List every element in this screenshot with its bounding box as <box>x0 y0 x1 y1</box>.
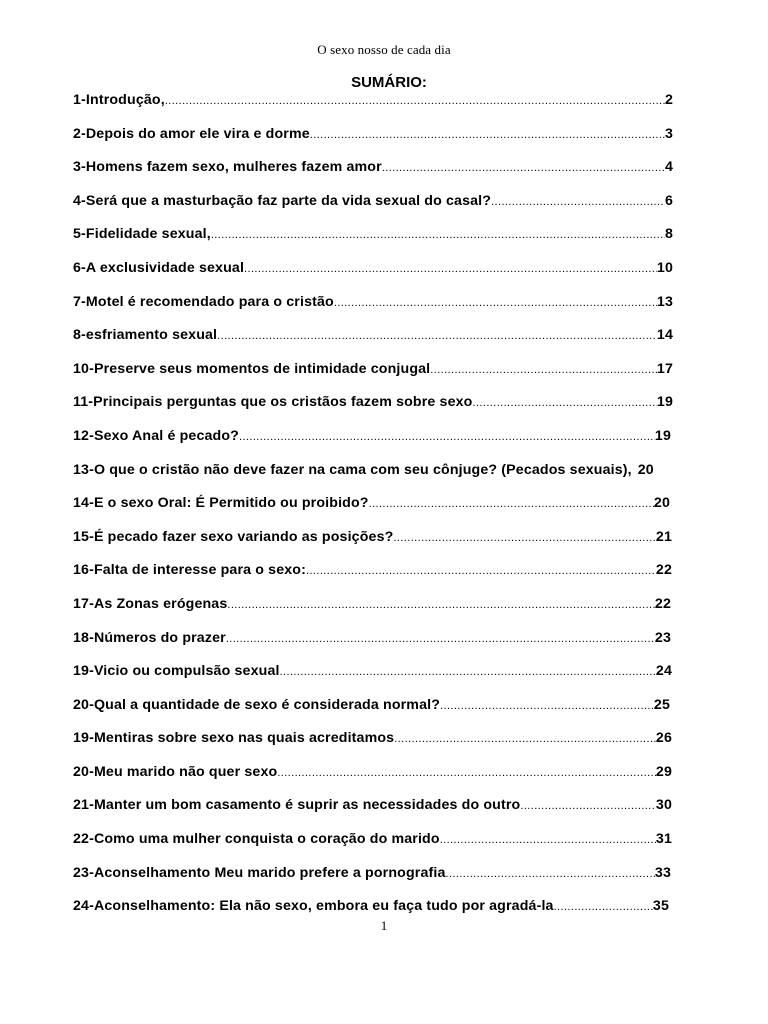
toc-entry-page: 24 <box>655 663 672 680</box>
toc-dot-leader <box>554 897 653 917</box>
toc-entry-page: 22 <box>655 562 672 579</box>
toc-dot-leader <box>226 629 655 649</box>
toc-dot-leader <box>244 259 657 279</box>
toc-entry-page: 3 <box>664 125 673 142</box>
toc-entry-page: 29 <box>655 763 672 780</box>
toc-dot-leader <box>306 561 656 581</box>
toc-entry-page: 19 <box>656 394 673 411</box>
toc-entry[interactable] <box>73 594 671 628</box>
toc-entry-label: 11-Principais perguntas que os cristãos fazem sobre sexo <box>73 394 473 411</box>
toc-dot-leader <box>430 360 657 380</box>
toc-entry-label: 15-É pecado fazer sexo variando as posições? <box>73 528 394 545</box>
toc-entry[interactable] <box>73 292 673 326</box>
toc-dot-leader <box>165 91 665 111</box>
toc-entry-page: 20 <box>653 495 670 512</box>
toc-dot-leader <box>394 729 656 749</box>
toc-entry[interactable] <box>73 728 672 762</box>
toc-entry-label: 2-Depois do amor ele vira e dorme <box>73 125 310 142</box>
toc-entry-label: 18-Números do prazer <box>73 629 226 646</box>
toc-dot-leader <box>382 158 665 178</box>
toc-entry-label: 8-esfriamento sexual <box>73 327 218 344</box>
toc-entry-page: 23 <box>654 629 671 646</box>
toc-entry[interactable] <box>73 90 673 124</box>
toc-dot-leader <box>277 763 656 783</box>
toc-entry[interactable] <box>73 762 672 796</box>
toc-entry-page: 20 <box>637 461 654 478</box>
toc-entry[interactable] <box>73 392 673 426</box>
toc-entry[interactable] <box>73 191 673 225</box>
toc-entry[interactable] <box>73 493 670 527</box>
toc-entry-label: 19-Vicio ou compulsão sexual <box>73 663 280 680</box>
toc-dot-leader <box>440 696 654 716</box>
toc-dot-leader <box>211 225 665 245</box>
table-of-contents <box>73 90 693 930</box>
toc-entry-label: 20-Meu marido não quer sexo <box>73 763 278 780</box>
toc-entry-page: 14 <box>656 327 673 344</box>
toc-entry-page: 25 <box>653 696 670 713</box>
toc-entry-page: 19 <box>654 427 671 444</box>
toc-entry[interactable] <box>73 157 673 191</box>
toc-dot-leader <box>393 528 655 548</box>
toc-entry-label: 16-Falta de interesse para o sexo: <box>73 562 306 579</box>
toc-entry[interactable] <box>73 426 671 460</box>
toc-entry[interactable] <box>73 560 672 594</box>
toc-entry[interactable] <box>73 460 693 494</box>
toc-entry-label: 1-Introdução, <box>73 92 165 108</box>
toc-entry[interactable] <box>73 325 673 359</box>
toc-entry-page: 10 <box>656 259 673 276</box>
toc-entry-page: 8 <box>664 226 673 243</box>
toc-entry-page: 33 <box>654 864 671 881</box>
toc-dot-leader <box>239 427 655 447</box>
toc-entry-page: 31 <box>655 831 672 848</box>
toc-entry-label: 10-Preserve seus momentos de intimidade conjugal <box>73 360 431 377</box>
toc-entry-label: 23-Aconselhamento Meu marido prefere a pornografia <box>73 864 446 881</box>
toc-entry-page: 21 <box>655 528 672 545</box>
toc-entry-page: 17 <box>656 360 673 377</box>
toc-dot-leader <box>491 192 665 212</box>
toc-entry-page: 6 <box>664 192 673 209</box>
toc-dot-leader <box>446 864 655 884</box>
toc-entry-label: 4-Será que a masturbação faz parte da vida sexual do casal? <box>73 192 492 209</box>
toc-dot-leader <box>310 125 665 145</box>
toc-entry-label: 7-Motel é recomendado para o cristão <box>73 293 334 310</box>
toc-dot-leader <box>440 830 656 850</box>
toc-entry[interactable] <box>73 628 671 662</box>
toc-dot-leader <box>217 326 657 346</box>
toc-dot-leader <box>520 796 656 816</box>
toc-dot-leader <box>227 595 655 615</box>
toc-entry-label: 24-Aconselhamento: Ela não sexo, embora eu faça tudo por agradá-la <box>73 898 554 915</box>
toc-entry-label: 3-Homens fazem sexo, mulheres fazem amor <box>73 159 382 176</box>
toc-entry-label: 14-E o sexo Oral: É Permitido ou proibido? <box>73 495 369 512</box>
toc-entry[interactable] <box>73 863 671 897</box>
toc-entry[interactable] <box>73 695 670 729</box>
running-header: O sexo nosso de cada dia <box>317 42 451 57</box>
toc-entry-page: 30 <box>655 797 672 814</box>
toc-entry[interactable] <box>73 359 673 393</box>
toc-entry[interactable] <box>73 795 672 829</box>
toc-entry-page: 13 <box>656 293 673 310</box>
toc-entry-label: 19-Mentiras sobre sexo nas quais acreditamos <box>73 730 395 747</box>
toc-entry-page: 4 <box>664 159 673 176</box>
toc-entry-label: 6-A exclusividade sexual <box>73 259 245 276</box>
toc-dot-leader <box>369 494 654 514</box>
page-number: 1 <box>380 918 388 933</box>
toc-dot-leader <box>473 393 657 413</box>
toc-entry-label: 20-Qual a quantidade de sexo é considerada normal? <box>73 696 441 713</box>
toc-entry-label: 12-Sexo Anal é pecado? <box>73 427 239 444</box>
toc-dot-leader <box>334 293 657 313</box>
toc-entry-label: 5-Fidelidade sexual, <box>73 226 211 243</box>
toc-title: SUMÁRIO: <box>351 74 427 91</box>
toc-entry-page: 2 <box>664 92 673 108</box>
toc-entry[interactable] <box>73 527 672 561</box>
toc-dot-leader <box>280 662 656 682</box>
toc-entry[interactable] <box>73 224 673 258</box>
toc-entry-label: 21-Manter um bom casamento é suprir as necessidades do outro <box>73 797 521 814</box>
toc-entry[interactable] <box>73 258 673 292</box>
toc-entry-label: 13-O que o cristão não deve fazer na cama com seu cônjuge? (Pecados sexuais), <box>73 461 632 478</box>
toc-entry[interactable] <box>73 829 672 863</box>
toc-entry-label: 22-Como uma mulher conquista o coração do marido <box>73 831 440 848</box>
toc-entry-page: 35 <box>652 898 669 915</box>
toc-entry-label: 17-As Zonas erógenas <box>73 595 228 612</box>
toc-entry-page: 26 <box>655 730 672 747</box>
toc-entry-page: 22 <box>654 595 671 612</box>
toc-entry[interactable] <box>73 661 672 695</box>
toc-entry[interactable] <box>73 124 673 158</box>
